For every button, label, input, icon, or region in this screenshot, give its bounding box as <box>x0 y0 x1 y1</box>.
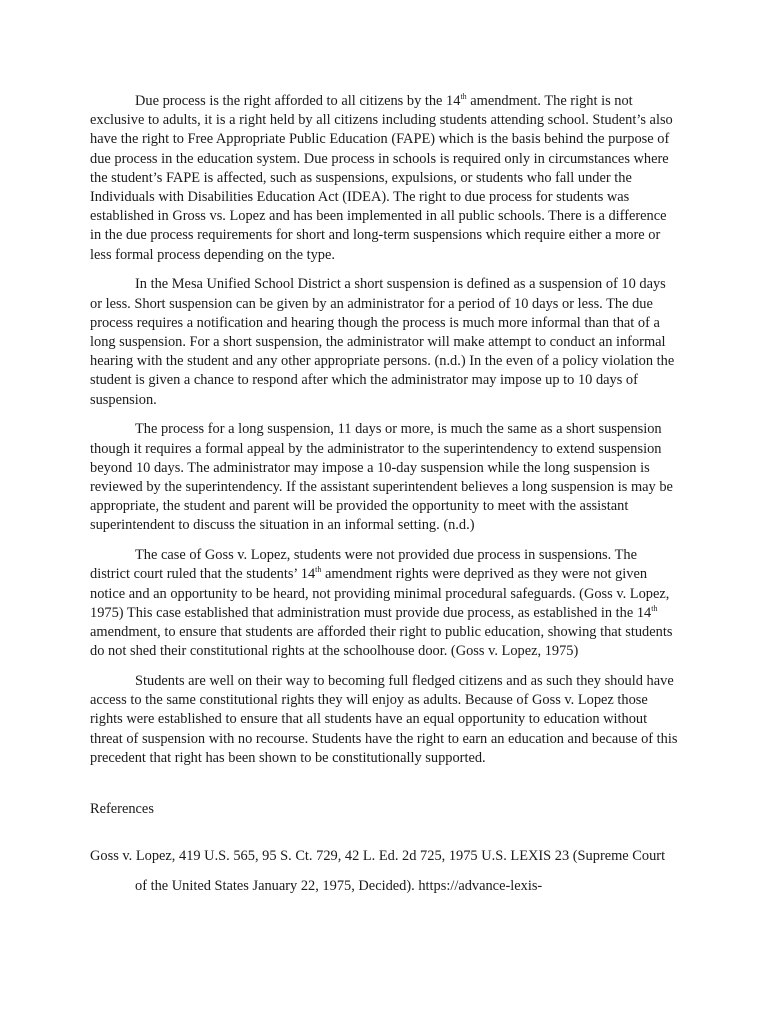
paragraph-long-suspension: The process for a long suspension, 11 days or more, is much the same as a short suspension though it requires a formal appeal by the administrator to the superintendency to extend suspension beyond 10 days. The administrator may impose a 10-day suspension while the long suspension is reviewed by the superintendency. If the assistant superintendent believes a long suspension is may be appropriate, the student and parent will be provided the opportunity to meet with the assistant superintendent to discuss the situation in an informal setting. (n.d.) <box>90 421 673 534</box>
reference-entry: Goss v. Lopez, 419 U.S. 565, 95 S. Ct. 729, 42 L. Ed. 2d 725, 1975 U.S. LEXIS 23 (Supreme Court of the United States January 22, 1975, Decided). https://advance-lexis- <box>90 848 666 895</box>
ordinal-superscript: th <box>315 565 322 575</box>
ordinal-superscript: th <box>651 603 658 613</box>
paragraph-conclusion: Students are well on their way to becoming full fledged citizens and as such they should have access to the same constitutional rights they will enjoy as adults. Because of Goss v. Lopez those rights were established to ensure that all students have an equal opportunity to education without threat of suspension with no recourse. Students have the right to earn an education and because of this precedent that right has been shown to be constitutionally supported. <box>90 673 678 766</box>
paragraph-text: amendment rights were deprived as they were not given notice and an opportunity to be heard, not providing minimal procedural safeguards. (Goss v. Lopez, 1975) This case established that administration must provide due process, as established in the 14 <box>90 566 670 621</box>
paragraph-text: Due process is the right afforded to all citizens by the 14 <box>135 93 461 109</box>
ordinal-superscript: th <box>460 92 467 101</box>
document-page <box>90 92 678 901</box>
paragraph-text: amendment, to ensure that students are afforded their right to public education, showing that students do not shed their constitutional rights at the schoolhouse door. (Goss v. Lopez, 1975) <box>90 624 673 660</box>
references-heading: References <box>90 801 154 818</box>
paragraph-short-suspension: In the Mesa Unified School District a short suspension is defined as a suspension of 10 days or less. Short suspension can be given by an administrator for a period of 10 days or less. The due process requires a notification and hearing though the process is much more informal than that of a long suspension. For a short suspension, the administrator will make attempt to conduct an informal hearing with the student and any other appropriate persons. (n.d.) In the even of a policy violation the student is given a chance to respond after which the administrator may impose up to 10 days of suspension. <box>90 276 675 408</box>
paragraph-goss-v-lopez <box>90 546 678 661</box>
paragraph-due-process-intro <box>90 92 678 265</box>
paragraph-text: The case of Goss v. Lopez, students were not provided due process in suspensions. The district court ruled that the students’ 14 <box>90 547 637 583</box>
paragraph-text: amendment. The right is not exclusive to adults, it is a right held by all citizens including students attending school. Student’s also have the right to Free Appropriate Public Education (FAPE) which is the basis behind the purpose of due process in the education system. Due process in schools is required only in circumstances where the student’s FAPE is affected, such as suspensions, expulsions, or students who fall under the Individuals with Disabilities Education Act (IDEA). The right to due process for students was established in Gross vs. Lopez and has been implemented in all public schools. There is a difference in the due process requirements for short and long-term suspensions which require either a more or less formal process depending on the type. <box>90 93 673 263</box>
